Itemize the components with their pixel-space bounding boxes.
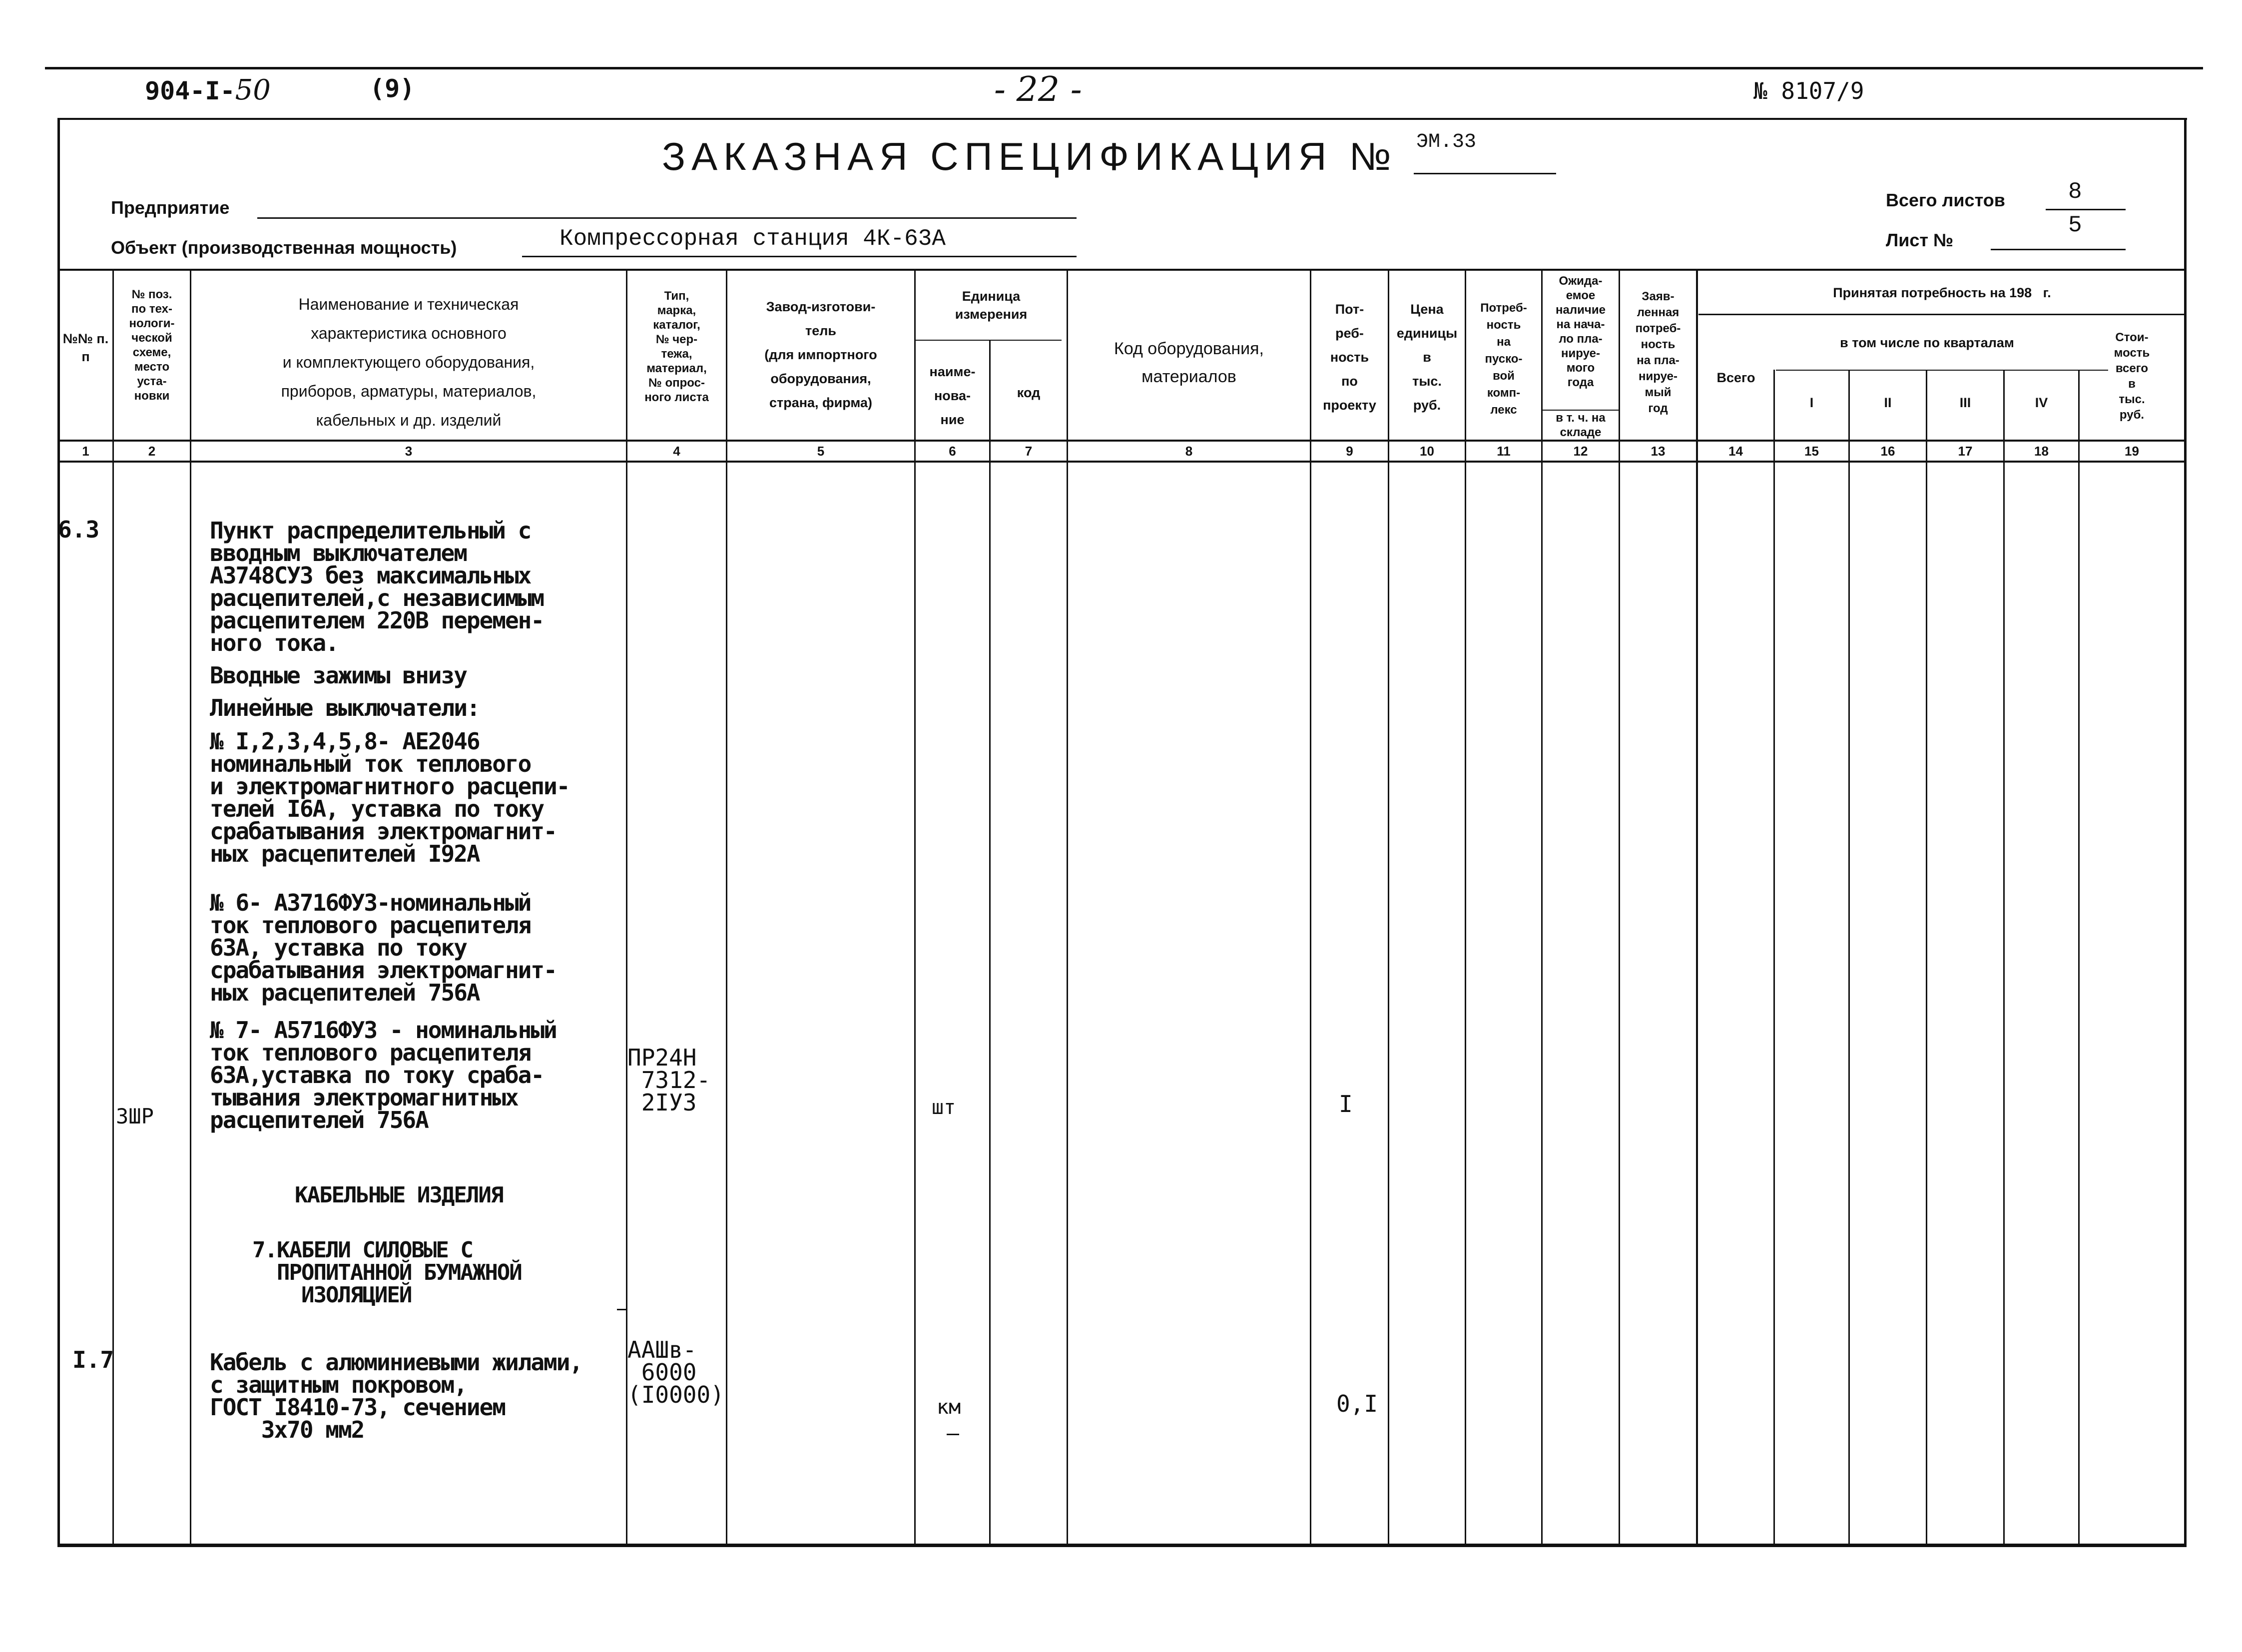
col-number-1: 1 xyxy=(82,444,89,459)
unit-group-rule xyxy=(914,340,1062,341)
col6-heading: наиме- нова- ние xyxy=(929,364,976,427)
header-bottom-rule xyxy=(57,440,2187,442)
table-top-rule xyxy=(57,269,2187,271)
enterprise-label: Предприятие xyxy=(111,197,230,218)
total-sheets-underline xyxy=(2046,209,2126,210)
col-number-12: 12 xyxy=(1573,444,1588,459)
row1-description-terminals: Вводные зажимы внизу xyxy=(210,662,467,689)
col-line-17 xyxy=(2003,370,2005,1544)
top-rule xyxy=(45,67,2203,69)
row1-quantity: I xyxy=(1339,1091,1353,1117)
col-number-5: 5 xyxy=(817,444,825,459)
q4-heading: IV xyxy=(2035,395,2048,410)
object-label: Объект (производственная мощность) xyxy=(111,237,457,258)
col9-heading: Пот- реб- ность по проекту xyxy=(1323,302,1376,413)
row1-description-breaker-1: № I,2,3,4,5,8- АЕ2046 номинальный ток теплового и электромагнитного расцепи- телей I6А, уставка по току срабатывания электромагнит- ных расцепителей I92А xyxy=(210,728,569,867)
col-line-10 xyxy=(1465,270,1466,1544)
col-line-13 xyxy=(1696,270,1698,1544)
numbers-bottom-rule xyxy=(57,461,2187,463)
col3-heading: Наименование и техническая характеристика основного и комплектующего оборудования, приборов, арматуры, материалов, кабельных и др. изделий xyxy=(281,295,537,429)
quarters-group-heading: в том числе по кварталам xyxy=(1840,335,2014,350)
col12b-heading: в т. ч. на складе xyxy=(1556,411,1606,439)
col5-heading: Завод-изготови- тель (для импортного оборудования, страна, фирма) xyxy=(764,299,877,410)
enterprise-underline xyxy=(257,217,1077,219)
q1-heading: I xyxy=(1809,395,1814,410)
col-number-7: 7 xyxy=(1025,444,1033,459)
quarters-group-rule xyxy=(1776,370,2108,371)
col-line-15 xyxy=(1848,370,1850,1544)
col19-heading: Стои- мость всего в тыс. руб. xyxy=(2114,331,2150,422)
col7-heading: код xyxy=(1017,385,1041,400)
col-number-16: 16 xyxy=(1880,444,1895,459)
row1-description-breakers: Линейные выключатели: xyxy=(210,694,480,721)
total-sheets-value: 8 xyxy=(2068,179,2082,205)
col-number-4: 4 xyxy=(673,444,680,459)
col13-heading: Заяв- ленная потреб- ность на пла- нируе- мый год xyxy=(1635,290,1681,415)
col-number-18: 18 xyxy=(2034,444,2049,459)
col12-heading: Ожида- емое наличие на нача- ло пла- нируе- мого года xyxy=(1556,274,1606,389)
row1-number: 6.3 xyxy=(58,516,100,543)
col-number-10: 10 xyxy=(1420,444,1434,459)
section-7-dash xyxy=(617,1309,627,1310)
q2-heading: II xyxy=(1884,395,1892,410)
col-number-14: 14 xyxy=(1728,444,1743,459)
row2-number: I.7 xyxy=(72,1346,114,1373)
q3-heading: III xyxy=(1959,395,1971,410)
object-underline xyxy=(522,256,1077,257)
row2-type: ААШв- 6000 (I0000) xyxy=(627,1336,724,1408)
row1-type: ПР24Н 7312- 2IУ3 xyxy=(627,1044,711,1116)
col1-heading: №№ п. п xyxy=(62,331,109,364)
col-line-2 xyxy=(190,270,191,1544)
col-line-11 xyxy=(1541,270,1543,1544)
form-title: ЗАКАЗНАЯ СПЕЦИФИКАЦИЯ № xyxy=(662,134,1397,178)
sheet-underline xyxy=(1991,249,2126,250)
col2-heading: № поз. по тех- нологи- ческой схеме, место уста- новки xyxy=(129,288,175,403)
col-number-19: 19 xyxy=(2125,444,2139,459)
col-number-13: 13 xyxy=(1651,444,1666,459)
frame-bottom xyxy=(57,1544,2187,1547)
row2-quantity: 0,I xyxy=(1336,1390,1378,1417)
col-number-17: 17 xyxy=(1958,444,1973,459)
frame-right xyxy=(2184,118,2187,1547)
row1-unit: шт xyxy=(932,1096,956,1119)
col-number-15: 15 xyxy=(1804,444,1819,459)
total-sheets-label: Всего листов xyxy=(1886,190,2005,210)
col-line-12 xyxy=(1619,270,1620,1544)
row1-position: ЗШР xyxy=(116,1104,154,1128)
col-line-14 xyxy=(1773,370,1775,1544)
row2-unit: км xyxy=(937,1396,961,1419)
section-cables-title: КАБЕЛЬНЫЕ ИЗДЕЛИЯ xyxy=(295,1182,503,1208)
col-number-9: 9 xyxy=(1346,444,1353,459)
frame-top xyxy=(59,118,2187,120)
col-number-3: 3 xyxy=(405,444,413,459)
col8-heading: Код оборудования, материалов xyxy=(1114,339,1264,386)
col-line-5 xyxy=(914,270,916,1544)
col-number-2: 2 xyxy=(148,444,156,459)
col4-heading: Тип, марка, каталог, № чер- тежа, материал, № опрос- ного листа xyxy=(644,289,709,404)
sheet-value: 5 xyxy=(2068,212,2082,238)
object-value: Компрессорная станция 4К-63А xyxy=(560,226,946,252)
col10-heading: Цена единицы в тыс. руб. xyxy=(1396,302,1458,413)
accepted-group-heading: Принятая потребность на 198 г. xyxy=(1833,285,2051,300)
row1-description-breaker-7: № 7- А5716ФУ3 - номинальный ток теплового расцепителя 63А,уставка по току сраба- тывания электромагнитных расцепителей 756А xyxy=(210,1017,557,1133)
issue-number: (9) xyxy=(370,74,415,103)
section-7-title: 7.КАБЕЛИ СИЛОВЫЕ С ПРОПИТАННОЙ БУМАЖНОЙ ИЗОЛЯЦИЕЙ xyxy=(252,1237,522,1308)
spec-number-underline xyxy=(1414,173,1556,174)
col-number-6: 6 xyxy=(949,444,956,459)
spec-number: ЭМ.33 xyxy=(1416,131,1477,153)
col-line-7 xyxy=(1067,270,1068,1544)
col-line-6 xyxy=(989,340,991,1544)
album-number: № 8107/9 xyxy=(1753,77,1864,104)
unit-group-heading: Единица измерения xyxy=(955,289,1028,322)
col-line-8 xyxy=(1310,270,1311,1544)
row1-description-breaker-6: № 6- А3716ФУ3-номинальный ток теплового расцепителя 63А, уставка по току срабатывания электромагнит- ных расцепителей 756А xyxy=(210,889,557,1006)
sheet-label: Лист № xyxy=(1886,230,1954,250)
col-line-9 xyxy=(1388,270,1389,1544)
col14-heading: Всего xyxy=(1716,370,1755,385)
col-number-8: 8 xyxy=(1185,444,1193,459)
accepted-group-rule xyxy=(1698,314,2186,315)
col-line-18 xyxy=(2078,370,2080,1544)
col-number-11: 11 xyxy=(1497,444,1511,459)
row2-description: Кабель с алюминиевыми жилами, с защитным покровом, ГОСТ I8410-73, сечением 3х70 мм2 xyxy=(210,1349,582,1443)
col-line-16 xyxy=(1926,370,1927,1544)
doc-code: 904-I-50 xyxy=(145,74,271,106)
row1-description-main: Пункт распределительный с вводным выключателем А3748СУ3 без максимальных расцепителей,с независимым расцепителем 220В перемен- ного тока. xyxy=(210,517,544,656)
row2-unit-dash xyxy=(947,1434,959,1435)
col11-heading: Потреб- ность на пуско- вой комп- лекс xyxy=(1480,301,1527,417)
col-line-4 xyxy=(726,270,727,1544)
page-number: - 22 - xyxy=(994,70,1082,109)
